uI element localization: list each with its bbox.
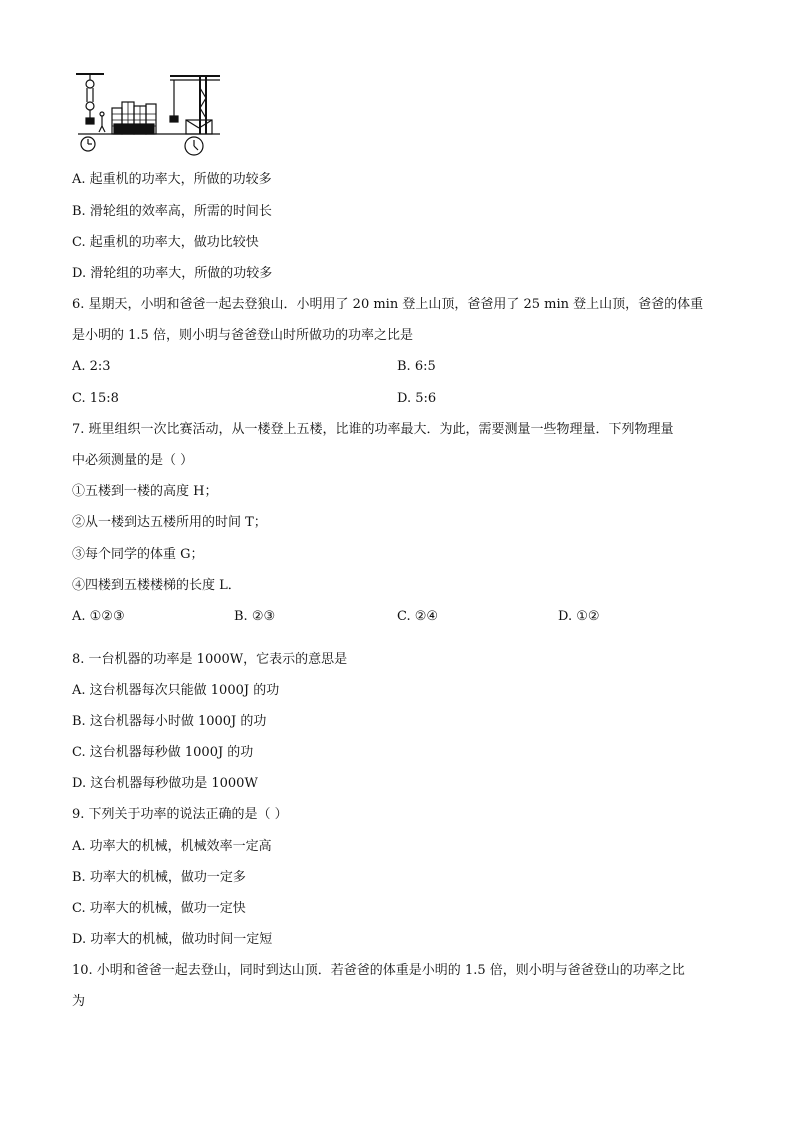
q6-stem-line1: 6. 星期天，小明和爸爸一起去登狼山．小明用了 20 min 登上山顶，爸爸用了 25 min 登上山顶，爸爸的体重 [72,297,704,312]
q9-option-d: D. 功率大的机械，做功时间一定短 [72,932,273,947]
q7-item-2: ②从一楼到达五楼所用的时间 T； [72,515,267,530]
q6-option-d: D. 5:6 [397,391,437,406]
q7-option-b: B. ②③ [234,609,276,624]
q8-stem: 8. 一台机器的功率是 1000W，它表示的意思是 [72,652,348,667]
q9-option-c: C. 功率大的机械，做功一定快 [72,901,246,916]
q6-option-b: B. 6:5 [397,359,436,374]
q7-option-d: D. ①② [558,609,600,624]
q7-option-c: C. ②④ [397,609,439,624]
q5-option-b: B. 滑轮组的效率高，所需的时间长 [72,204,272,219]
q7-item-3: ③每个同学的体重 G； [72,547,204,562]
q5-option-c: C. 起重机的功率大，做功比较快 [72,235,259,250]
q7-option-a: A. ①②③ [72,609,125,624]
q5-option-d: D. 滑轮组的功率大，所做的功较多 [72,266,273,281]
q8-option-b: B. 这台机器每小时做 1000J 的功 [72,714,267,729]
q8-option-a: A. 这台机器每次只能做 1000J 的功 [72,683,280,698]
q5-option-a: A. 起重机的功率大，所做的功较多 [72,172,272,187]
q8-option-c: C. 这台机器每秒做 1000J 的功 [72,745,254,760]
q7-stem-line2: 中必须测量的是（ ） [72,453,194,468]
q9-stem: 9. 下列关于功率的说法正确的是（ ） [72,807,288,822]
q6-option-c: C. 15:8 [72,391,119,406]
q7-stem-line1: 7. 班里组织一次比赛活动，从一楼登上五楼，比谁的功率最大．为此，需要测量一些物理量．下列物理量 [72,422,674,437]
q6-stem-line2: 是小明的 1.5 倍，则小明与爸爸登山时所做功的功率之比是 [72,328,413,343]
q10-stem-line1: 10. 小明和爸爸一起去登山，同时到达山顶．若爸爸的体重是小明的 1.5 倍，则小明与爸爸登山的功率之比 [72,963,685,978]
q10-stem-line2: 为 [72,994,86,1009]
q8-option-d: D. 这台机器每秒做功是 1000W [72,776,258,791]
q6-option-a: A. 2:3 [72,359,111,374]
q9-option-b: B. 功率大的机械，做功一定多 [72,870,246,885]
q9-option-a: A. 功率大的机械，机械效率一定高 [72,839,272,854]
q7-item-1: ①五楼到一楼的高度 H； [72,484,218,499]
q7-item-4: ④四楼到五楼楼梯的长度 L． [72,578,241,593]
pulley-crane-figure [74,68,224,160]
